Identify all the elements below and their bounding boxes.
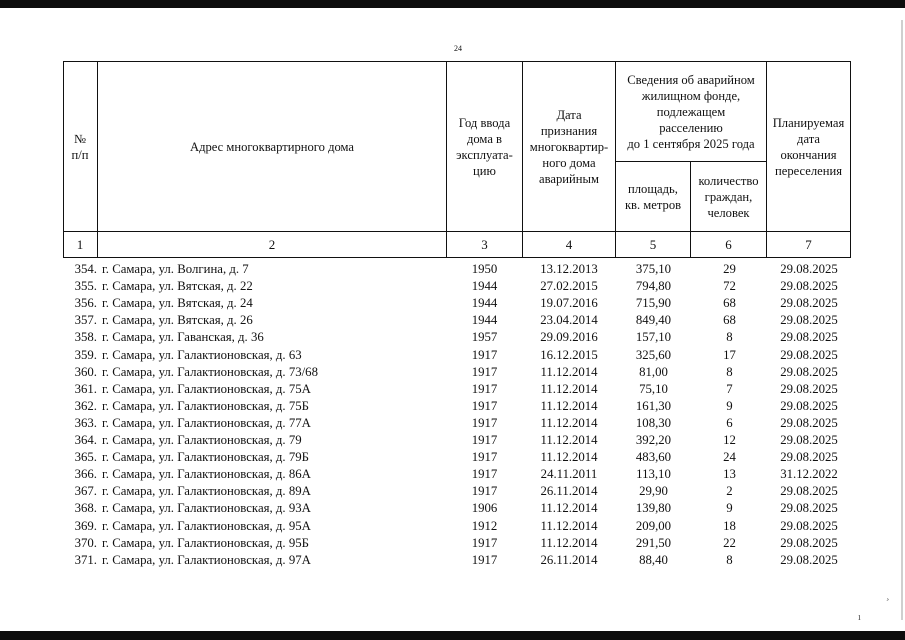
row-year: 1906 <box>471 501 498 516</box>
row-year: 1944 <box>471 279 498 294</box>
row-people: 24 <box>723 450 736 465</box>
row-address: г. Самара, ул. Галактионовская, д. 95Б <box>102 535 309 550</box>
row-address: г. Самара, ул. Галактионовская, д. 93А <box>102 501 311 516</box>
row-planned-date: 29.08.2025 <box>780 518 838 533</box>
row-address: г. Самара, ул. Галактионовская, д. 79 <box>102 433 302 447</box>
row-area: 291,50 <box>635 535 672 550</box>
table-row <box>0 329 905 346</box>
table-row <box>0 278 905 295</box>
row-people: 18 <box>723 518 736 533</box>
row-planned-date: 29.08.2025 <box>780 535 838 550</box>
row-address: г. Самара, ул. Галактионовская, д. 77А <box>102 415 311 430</box>
row-date: 16.12.2015 <box>540 347 598 362</box>
row-date: 11.12.2014 <box>540 364 598 379</box>
scan-border-bottom <box>0 631 905 640</box>
row-address: г. Самара, ул. Галактионовская, д. 89А <box>102 484 311 499</box>
header-address: Адрес многоквартирного дома <box>189 139 355 154</box>
row-planned-date: 29.08.2025 <box>780 501 838 516</box>
row-address: г. Самара, ул. Галактионовская, д. 75Б <box>102 398 309 413</box>
row-number: 356. <box>74 296 97 311</box>
row-date: 23.04.2014 <box>540 313 598 328</box>
row-number: 354. <box>74 262 97 276</box>
row-people: 8 <box>726 552 733 567</box>
row-number: 369. <box>74 518 97 533</box>
row-people: 29 <box>723 262 736 276</box>
row-date: 13.12.2013 <box>540 262 598 276</box>
row-people: 8 <box>726 364 733 379</box>
table-row <box>0 552 905 569</box>
row-planned-date: 29.08.2025 <box>780 296 838 311</box>
scan-mark: ¸ <box>886 590 890 601</box>
row-people: 68 <box>723 296 736 311</box>
column-number-2: 2 <box>268 236 276 252</box>
table-row <box>0 364 905 381</box>
row-area: 75,10 <box>639 381 668 396</box>
row-area: 325,60 <box>635 347 672 362</box>
row-date: 11.12.2014 <box>540 535 598 550</box>
row-address: г. Самара, ул. Вятская, д. 24 <box>102 296 253 311</box>
row-number: 366. <box>74 467 97 482</box>
row-number: 360. <box>74 364 97 379</box>
row-year: 1917 <box>471 484 498 499</box>
row-planned-date: 29.08.2025 <box>780 330 838 345</box>
header-year: Год ввода дома в эксплуата- цию <box>456 115 513 178</box>
row-number: 370. <box>74 535 97 550</box>
row-area: 794,80 <box>635 279 672 294</box>
row-number: 361. <box>74 381 97 396</box>
column-number-7: 7 <box>805 236 812 252</box>
column-number-1: 1 <box>76 236 84 252</box>
row-people: 9 <box>726 501 733 516</box>
header-fund: Сведения об аварийном жилищном фонде, подлежащем расселению до 1 сентября 2025 года <box>627 72 755 151</box>
column-number-3: 3 <box>481 236 488 252</box>
row-year: 1957 <box>471 330 498 345</box>
column-number-4: 4 <box>565 236 573 252</box>
row-planned-date: 29.08.2025 <box>780 347 838 362</box>
row-year: 1950 <box>471 262 498 276</box>
row-number: 371. <box>74 552 97 567</box>
table-row <box>0 483 905 500</box>
row-address: г. Самара, ул. Галактионовская, д. 79Б <box>102 450 309 465</box>
header-no: № п/п <box>71 131 89 162</box>
row-number: 365. <box>74 450 97 465</box>
row-planned-date: 29.08.2025 <box>780 552 838 567</box>
table-row <box>0 518 905 535</box>
row-area: 157,10 <box>635 330 672 345</box>
row-address: г. Самара, ул. Галактионовская, д. 75А <box>102 381 311 396</box>
row-area: 715,90 <box>635 296 672 311</box>
table-row <box>0 466 905 483</box>
table-row <box>0 432 905 449</box>
row-year: 1917 <box>471 552 498 567</box>
row-area: 29,90 <box>639 484 668 499</box>
row-date: 11.12.2014 <box>540 415 598 430</box>
row-address: г. Самара, ул. Галактионовская, д. 86А <box>102 467 311 482</box>
row-people: 72 <box>723 279 736 294</box>
row-planned-date: 29.08.2025 <box>780 484 838 499</box>
row-area: 113,10 <box>636 467 671 482</box>
row-number: 358. <box>74 330 97 345</box>
row-date: 26.11.2014 <box>540 552 598 567</box>
row-address: г. Самара, ул. Галактионовская, д. 63 <box>102 347 302 362</box>
row-people: 17 <box>723 347 736 362</box>
scan-border-top <box>0 0 905 8</box>
row-number: 367. <box>74 484 97 499</box>
row-year: 1917 <box>471 535 498 550</box>
row-people: 9 <box>726 398 733 413</box>
row-number: 363. <box>74 415 97 430</box>
col-divider-7 <box>850 61 851 258</box>
table-row <box>0 295 905 312</box>
row-area: 375,10 <box>635 262 672 276</box>
row-date: 26.11.2014 <box>540 484 598 499</box>
row-area: 139,80 <box>635 501 672 516</box>
table-row <box>0 500 905 517</box>
row-year: 1944 <box>471 313 498 328</box>
row-planned-date: 29.08.2025 <box>780 313 838 328</box>
row-year: 1917 <box>471 433 498 447</box>
page-number: 24 <box>454 44 462 53</box>
table-row <box>0 398 905 415</box>
row-year: 1917 <box>471 415 498 430</box>
row-year: 1917 <box>471 364 498 379</box>
row-planned-date: 29.08.2025 <box>780 450 838 465</box>
row-planned-date: 29.08.2025 <box>780 381 838 396</box>
header-planned: Планируемая дата окончания переселения <box>772 115 845 178</box>
row-people: 22 <box>723 535 736 550</box>
row-planned-date: 29.08.2025 <box>780 433 838 447</box>
row-people: 12 <box>723 433 736 447</box>
row-date: 11.12.2014 <box>540 518 598 533</box>
column-number-5: 5 <box>649 236 657 252</box>
row-area: 161,30 <box>635 398 672 413</box>
row-address: г. Самара, ул. Вятская, д. 22 <box>102 279 253 294</box>
row-number: 364. <box>74 433 97 447</box>
row-date: 11.12.2014 <box>540 450 598 465</box>
row-date: 29.09.2016 <box>540 330 598 345</box>
row-people: 7 <box>726 381 733 396</box>
row-date: 11.12.2014 <box>540 433 598 447</box>
scan-mark: ı <box>858 612 861 623</box>
row-planned-date: 29.08.2025 <box>780 364 838 379</box>
table-row <box>0 415 905 432</box>
row-address: г. Самара, ул. Галактионовская, д. 73/68 <box>102 364 318 379</box>
row-year: 1917 <box>471 381 498 396</box>
row-number: 355. <box>74 279 97 294</box>
row-planned-date: 31.12.2022 <box>780 467 838 482</box>
row-number: 359. <box>74 347 97 362</box>
row-date: 27.02.2015 <box>540 279 598 294</box>
row-year: 1917 <box>471 347 498 362</box>
row-year: 1917 <box>471 467 498 482</box>
row-people: 2 <box>726 484 733 499</box>
row-planned-date: 29.08.2025 <box>780 262 838 276</box>
row-year: 1917 <box>471 398 498 413</box>
row-address: г. Самара, ул. Галактионовская, д. 97А <box>102 552 311 567</box>
row-address: г. Самара, ул. Галактионовская, д. 95А <box>102 518 311 533</box>
table-row <box>0 261 905 278</box>
row-area: 108,30 <box>635 415 672 430</box>
row-date: 11.12.2014 <box>540 398 598 413</box>
column-number-6: 6 <box>725 236 732 252</box>
row-people: 68 <box>723 313 736 328</box>
row-number: 368. <box>74 501 97 516</box>
row-planned-date: 29.08.2025 <box>780 415 838 430</box>
row-address: г. Самара, ул. Вятская, д. 26 <box>102 313 253 328</box>
row-planned-date: 29.08.2025 <box>780 279 838 294</box>
header-date: Дата признания многоквартир- ного дома аварийным <box>529 107 609 186</box>
row-planned-date: 29.08.2025 <box>780 398 838 413</box>
row-area: 483,60 <box>635 450 672 465</box>
row-number: 357. <box>74 313 97 328</box>
header-area: площадь, кв. метров <box>624 181 682 212</box>
table-row <box>0 312 905 329</box>
row-people: 6 <box>726 415 733 430</box>
row-year: 1912 <box>471 518 498 533</box>
row-people: 13 <box>723 467 736 482</box>
header-citizens: количество граждан, человек <box>698 173 759 220</box>
row-year: 1917 <box>471 450 498 465</box>
row-area: 392,20 <box>635 433 672 447</box>
row-area: 209,00 <box>635 518 672 533</box>
table-row <box>0 347 905 364</box>
row-area: 849,40 <box>635 313 672 328</box>
row-year: 1944 <box>471 296 498 311</box>
row-date: 11.12.2014 <box>540 381 598 396</box>
table-row <box>0 381 905 398</box>
row-date: 11.12.2014 <box>540 501 598 516</box>
table-row <box>0 449 905 466</box>
row-area: 88,40 <box>639 552 668 567</box>
row-address: г. Самара, ул. Гаванская, д. 36 <box>102 330 264 345</box>
row-address: г. Самара, ул. Волгина, д. 7 <box>102 262 249 276</box>
row-area: 81,00 <box>639 364 668 379</box>
column-numbers-border <box>63 257 851 258</box>
row-date: 24.11.2011 <box>540 467 598 482</box>
row-date: 19.07.2016 <box>540 296 598 311</box>
table-row <box>0 535 905 552</box>
row-number: 362. <box>74 398 97 413</box>
row-people: 8 <box>726 330 733 345</box>
